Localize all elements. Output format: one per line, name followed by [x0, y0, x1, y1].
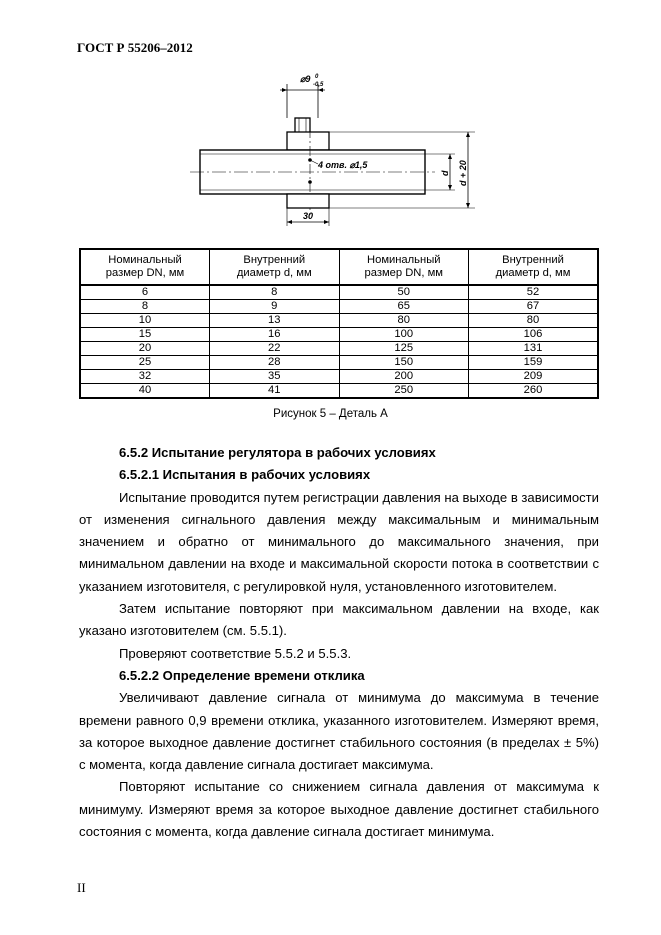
table-cell: 22 [210, 342, 340, 356]
table-cell: 260 [469, 384, 599, 399]
paragraph: Увеличивают давление сигнала от минимума до максимума в течение времени равного 0,9 времени отклика, указанного изготовителем. Измеряют время, за которое выходное давление достигнет стабильного состояния (в пределах ± 5%) с момента, когда давление сигнала достигает максимума. [79, 690, 599, 773]
table-cell: 8 [210, 285, 340, 300]
table-row [80, 342, 598, 356]
table-cell: 40 [80, 384, 210, 399]
table-cell: 67 [469, 300, 599, 314]
table-cell: 25 [80, 356, 210, 370]
table-cell: 13 [210, 314, 340, 328]
table-cell: 10 [80, 314, 210, 328]
table-cell: 15 [80, 328, 210, 342]
table-row [80, 384, 598, 399]
dimensions-table [79, 248, 599, 399]
col-header-d-1: Внутренний диаметр d, мм [210, 249, 340, 285]
table-cell: 41 [210, 384, 340, 399]
table-cell: 9 [210, 300, 340, 314]
dim-top-tol-upper: 0 [315, 74, 319, 80]
document-header: ГОСТ Р 55206–2012 [77, 40, 193, 55]
section-heading-6-5-2-2: 6.5.2.2 Определение времени отклика [119, 667, 365, 683]
table-header-row [80, 249, 598, 285]
table-cell: 125 [339, 342, 469, 356]
col-header-d-2: Внутренний диаметр d, мм [469, 249, 599, 285]
detail-a-drawing [150, 68, 510, 238]
paragraph: Повторяют испытание со снижением сигнала давления от максимума к минимуму. Измеряют время за которое выходное давление достигнет стабильного состояния с момента, когда давление сигнала достигает минимума. [79, 779, 599, 840]
table-cell: 20 [80, 342, 210, 356]
table-cell: 200 [339, 370, 469, 384]
table-row [80, 356, 598, 370]
table-cell: 250 [339, 384, 469, 399]
table-cell: 159 [469, 356, 599, 370]
table-cell: 50 [339, 285, 469, 300]
table-row [80, 328, 598, 342]
table-row [80, 370, 598, 384]
table-cell: 28 [210, 356, 340, 370]
table-cell: 80 [339, 314, 469, 328]
dim-d-label: d [440, 170, 450, 176]
dim-top-tol-lower: -0,5 [313, 82, 324, 88]
paragraph: Испытание проводится путем регистрации давления на выходе в зависимости от изменения сигнального давления между максимальным и минимальным значением и обратно от минимального до максимального значения, при минимальном давлении на входе и максимальной скорости потока в соответствии с указанием изготовителя, с регулировкой нуля, установленного изготовителем. [79, 489, 599, 594]
table-row [80, 300, 598, 314]
holes-label: 4 отв. ⌀1,5 [318, 160, 368, 170]
section-heading-6-5-2-1: 6.5.2.1 Испытания в рабочих условиях [119, 467, 371, 483]
dim-30-label: 30 [303, 211, 314, 221]
table-cell: 209 [469, 370, 599, 384]
table-cell: 6 [80, 285, 210, 300]
table-cell: 106 [469, 328, 599, 342]
paragraph: Проверяют соответствие 5.5.2 и 5.5.3. [119, 645, 352, 661]
table-cell: 65 [339, 300, 469, 314]
table-cell: 8 [80, 300, 210, 314]
table-cell: 32 [80, 370, 210, 384]
table-row [80, 285, 598, 300]
col-header-dn-2: Номинальный размер DN, мм [339, 249, 469, 285]
col-header-dn-1: Номинальный размер DN, мм [80, 249, 210, 285]
table-cell: 80 [469, 314, 599, 328]
table-row [80, 314, 598, 328]
page-number: II [77, 880, 86, 895]
table-cell: 150 [339, 356, 469, 370]
table-cell: 16 [210, 328, 340, 342]
section-heading-6-5-2: 6.5.2 Испытание регулятора в рабочих условиях [119, 445, 436, 460]
table-cell: 35 [210, 370, 340, 384]
figure-caption: Рисунок 5 – Деталь А [273, 408, 388, 420]
dim-d20-label: d + 20 [458, 160, 468, 186]
table-cell: 52 [469, 285, 599, 300]
table-cell: 100 [339, 328, 469, 342]
table-cell: 131 [469, 342, 599, 356]
dim-top-label: ⌀9 [300, 74, 311, 84]
paragraph: Затем испытание повторяют при максимальном давлении на входе, как указано изготовителем (см. 5.5.1). [79, 601, 599, 639]
body-text [79, 442, 599, 843]
